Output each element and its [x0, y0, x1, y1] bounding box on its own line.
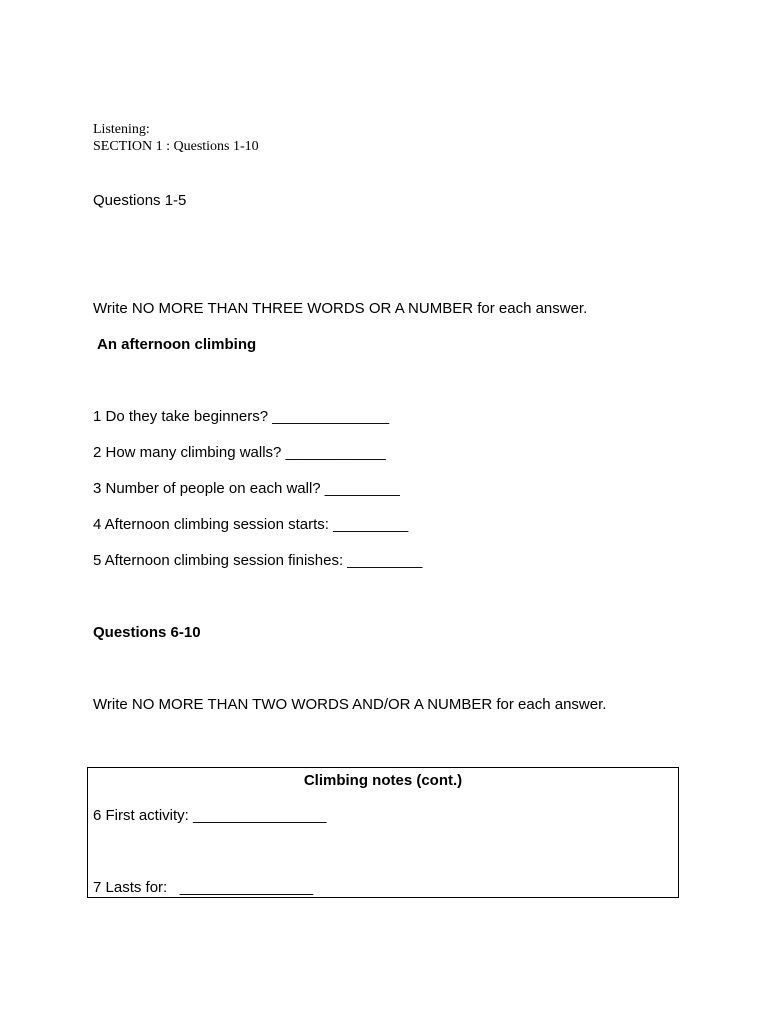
climbing-notes-box — [87, 767, 679, 898]
question-7: 7 Lasts for: ________________ — [93, 879, 314, 896]
question-2: 2 How many climbing walls? ____________ — [93, 444, 386, 461]
question-5: 5 Afternoon climbing session finishes: _________ — [93, 552, 423, 569]
section-title: SECTION 1 : Questions 1-10 — [93, 139, 259, 154]
listening-label: Listening: — [93, 122, 150, 137]
questions-6-10-heading: Questions 6-10 — [93, 624, 201, 641]
instruction-part2: Write NO MORE THAN TWO WORDS AND/OR A NUMBER for each answer. — [93, 696, 607, 713]
questions-1-5-heading: Questions 1-5 — [93, 192, 187, 209]
section-subtitle: An afternoon climbing — [97, 336, 257, 353]
question-4: 4 Afternoon climbing session starts: _________ — [93, 516, 409, 533]
question-6: 6 First activity: ________________ — [93, 807, 327, 824]
question-3: 3 Number of people on each wall? _________ — [93, 480, 400, 497]
question-1: 1 Do they take beginners? ______________ — [93, 408, 390, 425]
instruction-part1: Write NO MORE THAN THREE WORDS OR A NUMBER for each answer. — [93, 300, 588, 317]
notes-box-title: Climbing notes (cont.) — [303, 772, 463, 789]
